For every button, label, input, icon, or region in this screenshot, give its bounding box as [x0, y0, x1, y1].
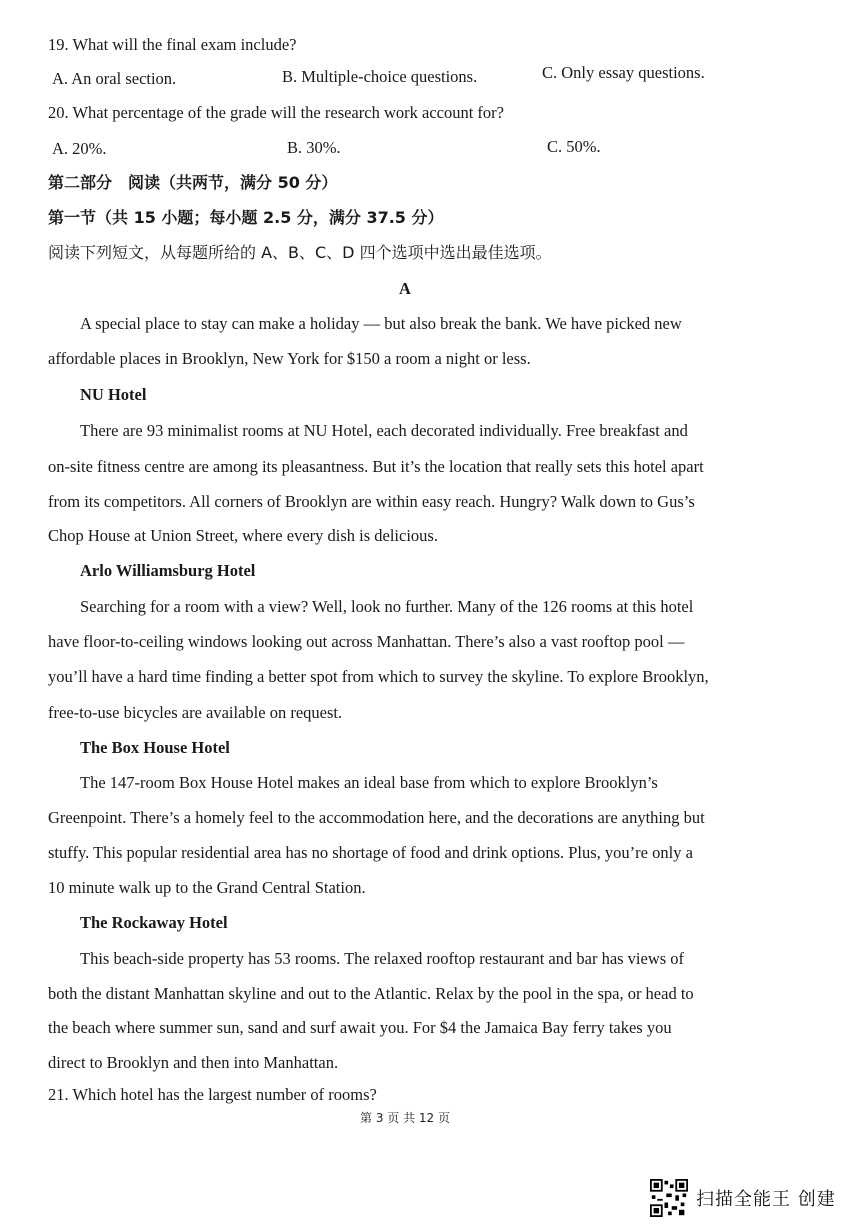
hotel-heading-box-house: The Box House Hotel: [80, 738, 230, 757]
hotel-text-line: Greenpoint. There’s a homely feel to the accommodation here, and the decorations are anything but: [48, 808, 705, 827]
hotel-text-line: Searching for a room with a view? Well, look no further. Many of the 126 rooms at this hotel: [80, 597, 694, 616]
q20-option-b: B. 30%.: [287, 138, 341, 157]
hotel-text-line: direct to Brooklyn and then into Manhattan.: [48, 1053, 339, 1072]
part2-title: 第二部分 阅读（共两节，满分 50 分）: [48, 173, 338, 192]
q20-option-c: C. 50%.: [547, 137, 601, 156]
hotel-heading-nu: NU Hotel: [80, 385, 147, 404]
hotel-text-line: you’ll have a hard time finding a better spot from which to survey the skyline. To explore Brooklyn,: [48, 667, 709, 686]
hotel-text-line: Chop House at Union Street, where every dish is delicious.: [48, 526, 438, 545]
hotel-text-line: have floor-to-ceiling windows looking out across Manhattan. There’s also a vast rooftop pool —: [48, 632, 685, 651]
scanner-watermark: [650, 1180, 836, 1216]
q19-stem: 19. What will the final exam include?: [48, 35, 297, 54]
hotel-text-line: There are 93 minimalist rooms at NU Hotel, each decorated individually. Free breakfast and: [80, 421, 688, 440]
hotel-text-line: The 147-room Box House Hotel makes an ideal base from which to explore Brooklyn’s: [80, 773, 658, 792]
q19-option-a: A. An oral section.: [52, 69, 177, 88]
intro-line: A special place to stay can make a holiday — but also break the bank. We have picked new: [80, 314, 682, 333]
qr-code-icon: [650, 1179, 688, 1217]
hotel-heading-arlo: Arlo Williamsburg Hotel: [80, 561, 256, 580]
hotel-text-line: the beach where summer sun, sand and surf await you. For $4 the Jamaica Bay ferry takes you: [48, 1018, 672, 1037]
passage-label: A: [399, 279, 411, 298]
q20-option-a: A. 20%.: [52, 139, 107, 158]
page-number: 第 3 页 共 12 页: [360, 1111, 450, 1125]
instruction: 阅读下列短文，从每题所给的 A、B、C、D 四个选项中选出最佳选项。: [48, 243, 552, 262]
hotel-text-line: 10 minute walk up to the Grand Central Station.: [48, 878, 366, 897]
hotel-text-line: from its competitors. All corners of Brooklyn are within easy reach. Hungry? Walk down to Gus’s: [48, 492, 695, 511]
q21-stem: 21. Which hotel has the largest number of rooms?: [48, 1085, 377, 1104]
hotel-text-line: This beach-side property has 53 rooms. The relaxed rooftop restaurant and bar has views of: [80, 949, 685, 968]
hotel-text-line: stuffy. This popular residential area has no shortage of food and drink options. Plus, you’re only a: [48, 843, 693, 862]
hotel-text-line: both the distant Manhattan skyline and out to the Atlantic. Relax by the pool in the spa, or head to: [48, 984, 694, 1003]
q19-option-b: B. Multiple-choice questions.: [282, 67, 478, 86]
q19-option-c: C. Only essay questions.: [542, 63, 705, 82]
watermark-text: 扫描全能王 创建: [696, 1189, 836, 1210]
section1-title: 第一节（共 15 小题；每小题 2.5 分，满分 37.5 分）: [48, 208, 444, 227]
hotel-text-line: on-site fitness centre are among its pleasantness. But it’s the location that really sets this hotel apart: [48, 457, 704, 476]
hotel-text-line: free-to-use bicycles are available on request.: [48, 703, 343, 722]
q20-stem: 20. What percentage of the grade will the research work account for?: [48, 103, 504, 122]
hotel-heading-rockaway: The Rockaway Hotel: [80, 913, 228, 932]
intro-line: affordable places in Brooklyn, New York for $150 a room a night or less.: [48, 349, 531, 368]
